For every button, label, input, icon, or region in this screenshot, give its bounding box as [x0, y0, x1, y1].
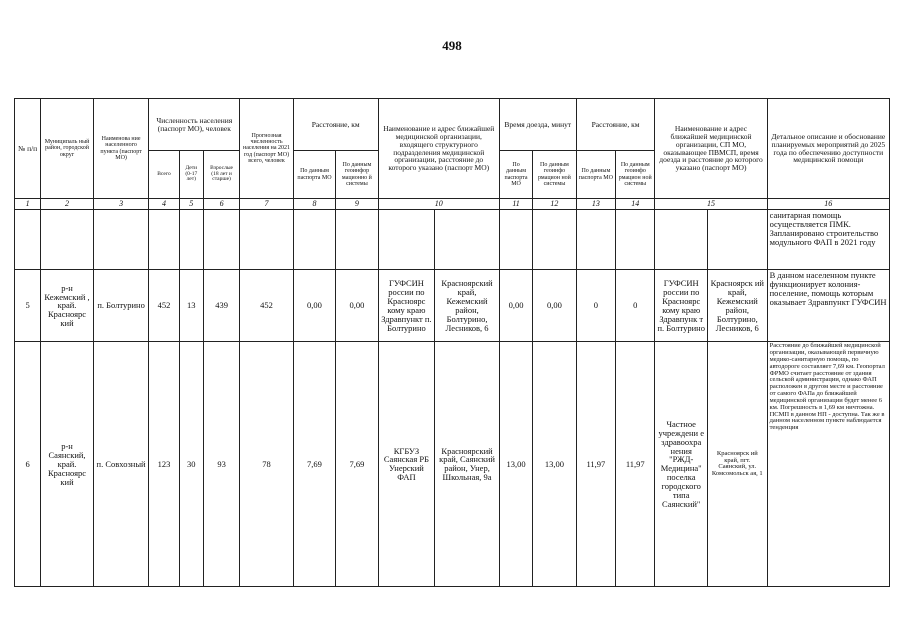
header-dist-passport: По данным паспорта МО [293, 151, 335, 199]
column-number: 1 [15, 199, 41, 210]
column-number: 15 [655, 199, 767, 210]
row-dist2-gis: 0 [616, 270, 655, 342]
header-description: Детальное описание и обоснование планируемых мероприятий до 2025 года по обеспечению доступности медицинской помощи [767, 99, 889, 199]
header-children: Дети (0-17 лет) [179, 151, 203, 199]
row-dist2-passport: 0 [576, 270, 615, 342]
header-num: № п/п [15, 99, 41, 199]
row-number: 6 [15, 342, 41, 587]
header-distance-group-1: Расстояние, км [293, 99, 378, 151]
column-number: 13 [576, 199, 615, 210]
row-children: 30 [179, 342, 203, 587]
continuation-row [15, 210, 890, 270]
medical-access-table [14, 98, 890, 587]
row-org-name: КГБУЗ Саянская РБ Унерский ФАП [378, 342, 435, 587]
page-number: 498 [442, 38, 462, 53]
row-pvmsp-address: Красноярск ий край, пгт. Саянский, ул. Комсомольск ая, 1 [707, 342, 767, 587]
header-settlement: Наименова ние населенного пункта (паспорт МО) [93, 99, 149, 199]
row-forecast: 78 [240, 342, 294, 587]
row-time-passport: 13,00 [499, 342, 532, 587]
row-settlement: п. Болтурино [93, 270, 149, 342]
header-total: Всего [149, 151, 179, 199]
row-time-gis: 13,00 [533, 342, 576, 587]
table-row [15, 342, 890, 587]
row-district: р-н Саянский, край. Красноярс кий [41, 342, 94, 587]
column-number: 11 [499, 199, 532, 210]
header-distance-group-2: Расстояние, км [576, 99, 655, 151]
row-org-name: ГУФСИН россии по Красноярс кому краю Здравпункт п. Болтурино [378, 270, 435, 342]
row-total: 123 [149, 342, 179, 587]
header-time-group: Время доезда, минут [499, 99, 576, 151]
row-pvmsp-name: ГУФСИН россии по Красноярс кому краю Здравпунк т п. Болтурино [655, 270, 708, 342]
row-settlement: п. Совхозный [93, 342, 149, 587]
row-dist-passport: 0,00 [293, 270, 335, 342]
row-district: р-н Кежемский , край. Красноярс кий [41, 270, 94, 342]
row-time-passport: 0,00 [499, 270, 532, 342]
row-time-gis: 0,00 [533, 270, 576, 342]
column-number: 14 [616, 199, 655, 210]
header-adults: Взрослые (18 лет и старше) [203, 151, 239, 199]
row-org-address: Красноярский край, Кежемский район, Болтурино, Лесников, 6 [435, 270, 500, 342]
header-population-group: Численность населения (паспорт МО), человек [149, 99, 240, 151]
row-description: В данном населенном пункте функционирует колония-поселение, помощь которым оказывает Здравпункт ГУФСИН [767, 270, 889, 342]
column-number: 6 [203, 199, 239, 210]
header-dist-gis: По данным геоинфор мационно й системы [336, 151, 378, 199]
row-pvmsp-address: Красноярск ий край, Кежемский район, Болтурино, Лесников, 6 [707, 270, 767, 342]
row-children: 13 [179, 270, 203, 342]
header-pvmsp-org: Наименование и адрес ближайшей медицинской организации, СП МО, оказывающее ПВМСП, время доезда и расстояние до которого указано (паспорт МО) [655, 99, 767, 199]
header-dist2-gis: По данным геоинфо рмацион ной системы [616, 151, 655, 199]
row-org-address: Красноярский край, Саянский район, Унер, Школьная, 9а [435, 342, 500, 587]
header-time-passport: По данным паспорта МО [499, 151, 532, 199]
header-dist2-passport: По данным паспорта МО [576, 151, 615, 199]
row-description: Расстояние до ближайшей медицинской организации, оказывающей первичную медико-санитарную помощь, по автодороге составляет 7,69 км. Геопортал ФРМО считает расстояние от здания сельской администрации, однако ФАП расположен в другом месте и расстояние от самого ФАПа до ближайшей медицинской организации будет менее 6 км. Погрешность в 1,69 км ничтожна. ПСМП в данном НП - доступна. Так же в данном населенном пункте наблюдается тенденция [767, 342, 889, 587]
row-dist-passport: 7,69 [293, 342, 335, 587]
header-forecast: Прогнозная численность населения на 2021 год (паспорт МО) всего, человек [240, 99, 294, 199]
row-forecast: 452 [240, 270, 294, 342]
column-number: 5 [179, 199, 203, 210]
column-number: 7 [240, 199, 294, 210]
column-number-row [15, 199, 890, 210]
row-dist2-passport: 11,97 [576, 342, 615, 587]
column-number: 2 [41, 199, 94, 210]
table-row [15, 270, 890, 342]
row-adults: 439 [203, 270, 239, 342]
row-number: 5 [15, 270, 41, 342]
header-time-gis: По данным геоинфо рмацион ной системы [533, 151, 576, 199]
column-number: 8 [293, 199, 335, 210]
header-nearest-org: Наименование и адрес ближайшей медицинской организации, входящего структурного подразделения медицинской организации, расстояние до которого указано (паспорт МО) [378, 99, 499, 199]
header-district: Муниципаль ный район, городской округ [41, 99, 94, 199]
column-number: 12 [533, 199, 576, 210]
continuation-description: санитарная помощь осуществляется ПМК. Запланировано строительство модульного ФАП в 2021 году [767, 210, 889, 270]
column-number: 16 [767, 199, 889, 210]
column-number: 4 [149, 199, 179, 210]
column-number: 9 [336, 199, 378, 210]
column-number: 10 [378, 199, 499, 210]
row-dist-gis: 7,69 [336, 342, 378, 587]
row-dist2-gis: 11,97 [616, 342, 655, 587]
row-dist-gis: 0,00 [336, 270, 378, 342]
row-pvmsp-name: Частное учреждени е здравоохра нения "РЖД-Медицина" поселка городского типа Саянский" [655, 342, 708, 587]
column-number: 3 [93, 199, 149, 210]
row-total: 452 [149, 270, 179, 342]
row-adults: 93 [203, 342, 239, 587]
